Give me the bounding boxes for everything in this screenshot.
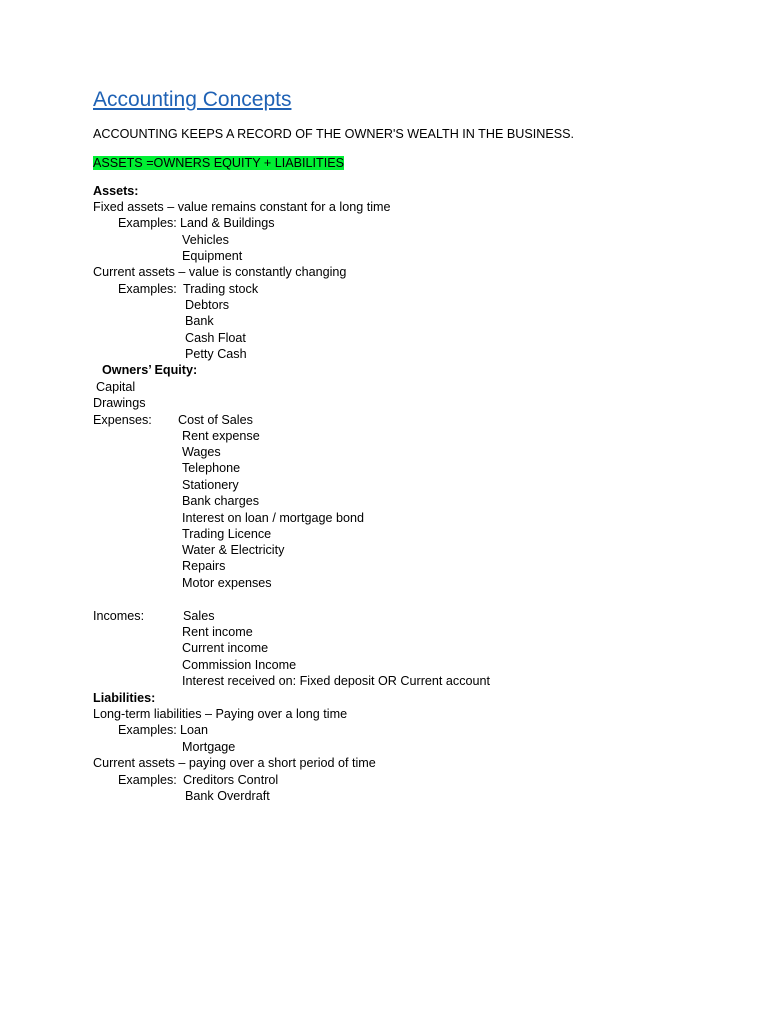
assets-heading: Assets: xyxy=(93,184,139,198)
fixed-example-item: Vehicles xyxy=(182,233,229,247)
document-title: Accounting Concepts xyxy=(93,88,292,111)
income-item: Current income xyxy=(182,641,269,655)
expense-item: Telephone xyxy=(182,461,241,475)
current-liabilities-examples-label: Examples: xyxy=(118,773,177,787)
income-item: Commission Income xyxy=(182,658,297,672)
expenses-label: Expenses: xyxy=(93,413,152,427)
expense-item: Water & Electricity xyxy=(182,543,285,557)
long-term-liabilities-text: Long-term liabilities – Paying over a long time xyxy=(93,707,348,721)
expense-item: Interest on loan / mortgage bond xyxy=(182,511,365,525)
current-example-item: Petty Cash xyxy=(185,347,247,361)
incomes-label: Incomes: xyxy=(93,609,145,623)
expense-item: Rent expense xyxy=(182,429,260,443)
current-liabilities-text: Current assets – paying over a short period of time xyxy=(93,756,376,770)
equity-item: Drawings xyxy=(93,396,146,410)
equity-item: Capital xyxy=(96,380,136,394)
expense-item: Motor expenses xyxy=(182,576,272,590)
current-assets-text: Current assets – value is constantly changing xyxy=(93,265,347,279)
fixed-assets-text: Fixed assets – value remains constant for a long time xyxy=(93,200,391,214)
current-examples-label: Examples: xyxy=(118,282,177,296)
current-liability-example-item: Creditors Control xyxy=(183,773,279,787)
long-term-example-item: Mortgage xyxy=(182,740,236,754)
liabilities-heading: Liabilities: xyxy=(93,691,156,705)
fixed-example-item: Equipment xyxy=(182,249,243,263)
expense-item: Stationery xyxy=(182,478,239,492)
income-item: Interest received on: Fixed deposit OR Current account xyxy=(182,674,490,688)
current-example-item: Bank xyxy=(185,314,214,328)
current-example-item: Trading stock xyxy=(183,282,259,296)
long-term-example-item: Loan xyxy=(180,723,209,737)
current-example-item: Debtors xyxy=(185,298,230,312)
fixed-example-item: Land & Buildings xyxy=(180,216,275,230)
expense-item: Cost of Sales xyxy=(178,413,253,427)
long-term-examples-label: Examples: xyxy=(118,723,177,737)
expense-item: Trading Licence xyxy=(182,527,272,541)
income-item: Sales xyxy=(183,609,215,623)
accounting-equation-highlight: ASSETS =OWNERS EQUITY + LIABILITIES xyxy=(93,156,345,170)
current-liability-example-item: Bank Overdraft xyxy=(185,789,270,803)
expense-item: Bank charges xyxy=(182,494,260,508)
equity-heading: Owners’ Equity: xyxy=(102,363,198,377)
fixed-examples-label: Examples: xyxy=(118,216,177,230)
expense-item: Wages xyxy=(182,445,221,459)
income-item: Rent income xyxy=(182,625,253,639)
expense-item: Repairs xyxy=(182,559,226,573)
equation-line xyxy=(93,155,344,171)
intro-text: ACCOUNTING KEEPS A RECORD OF THE OWNER'S WEALTH IN THE BUSINESS. xyxy=(93,127,575,141)
current-example-item: Cash Float xyxy=(185,331,246,345)
